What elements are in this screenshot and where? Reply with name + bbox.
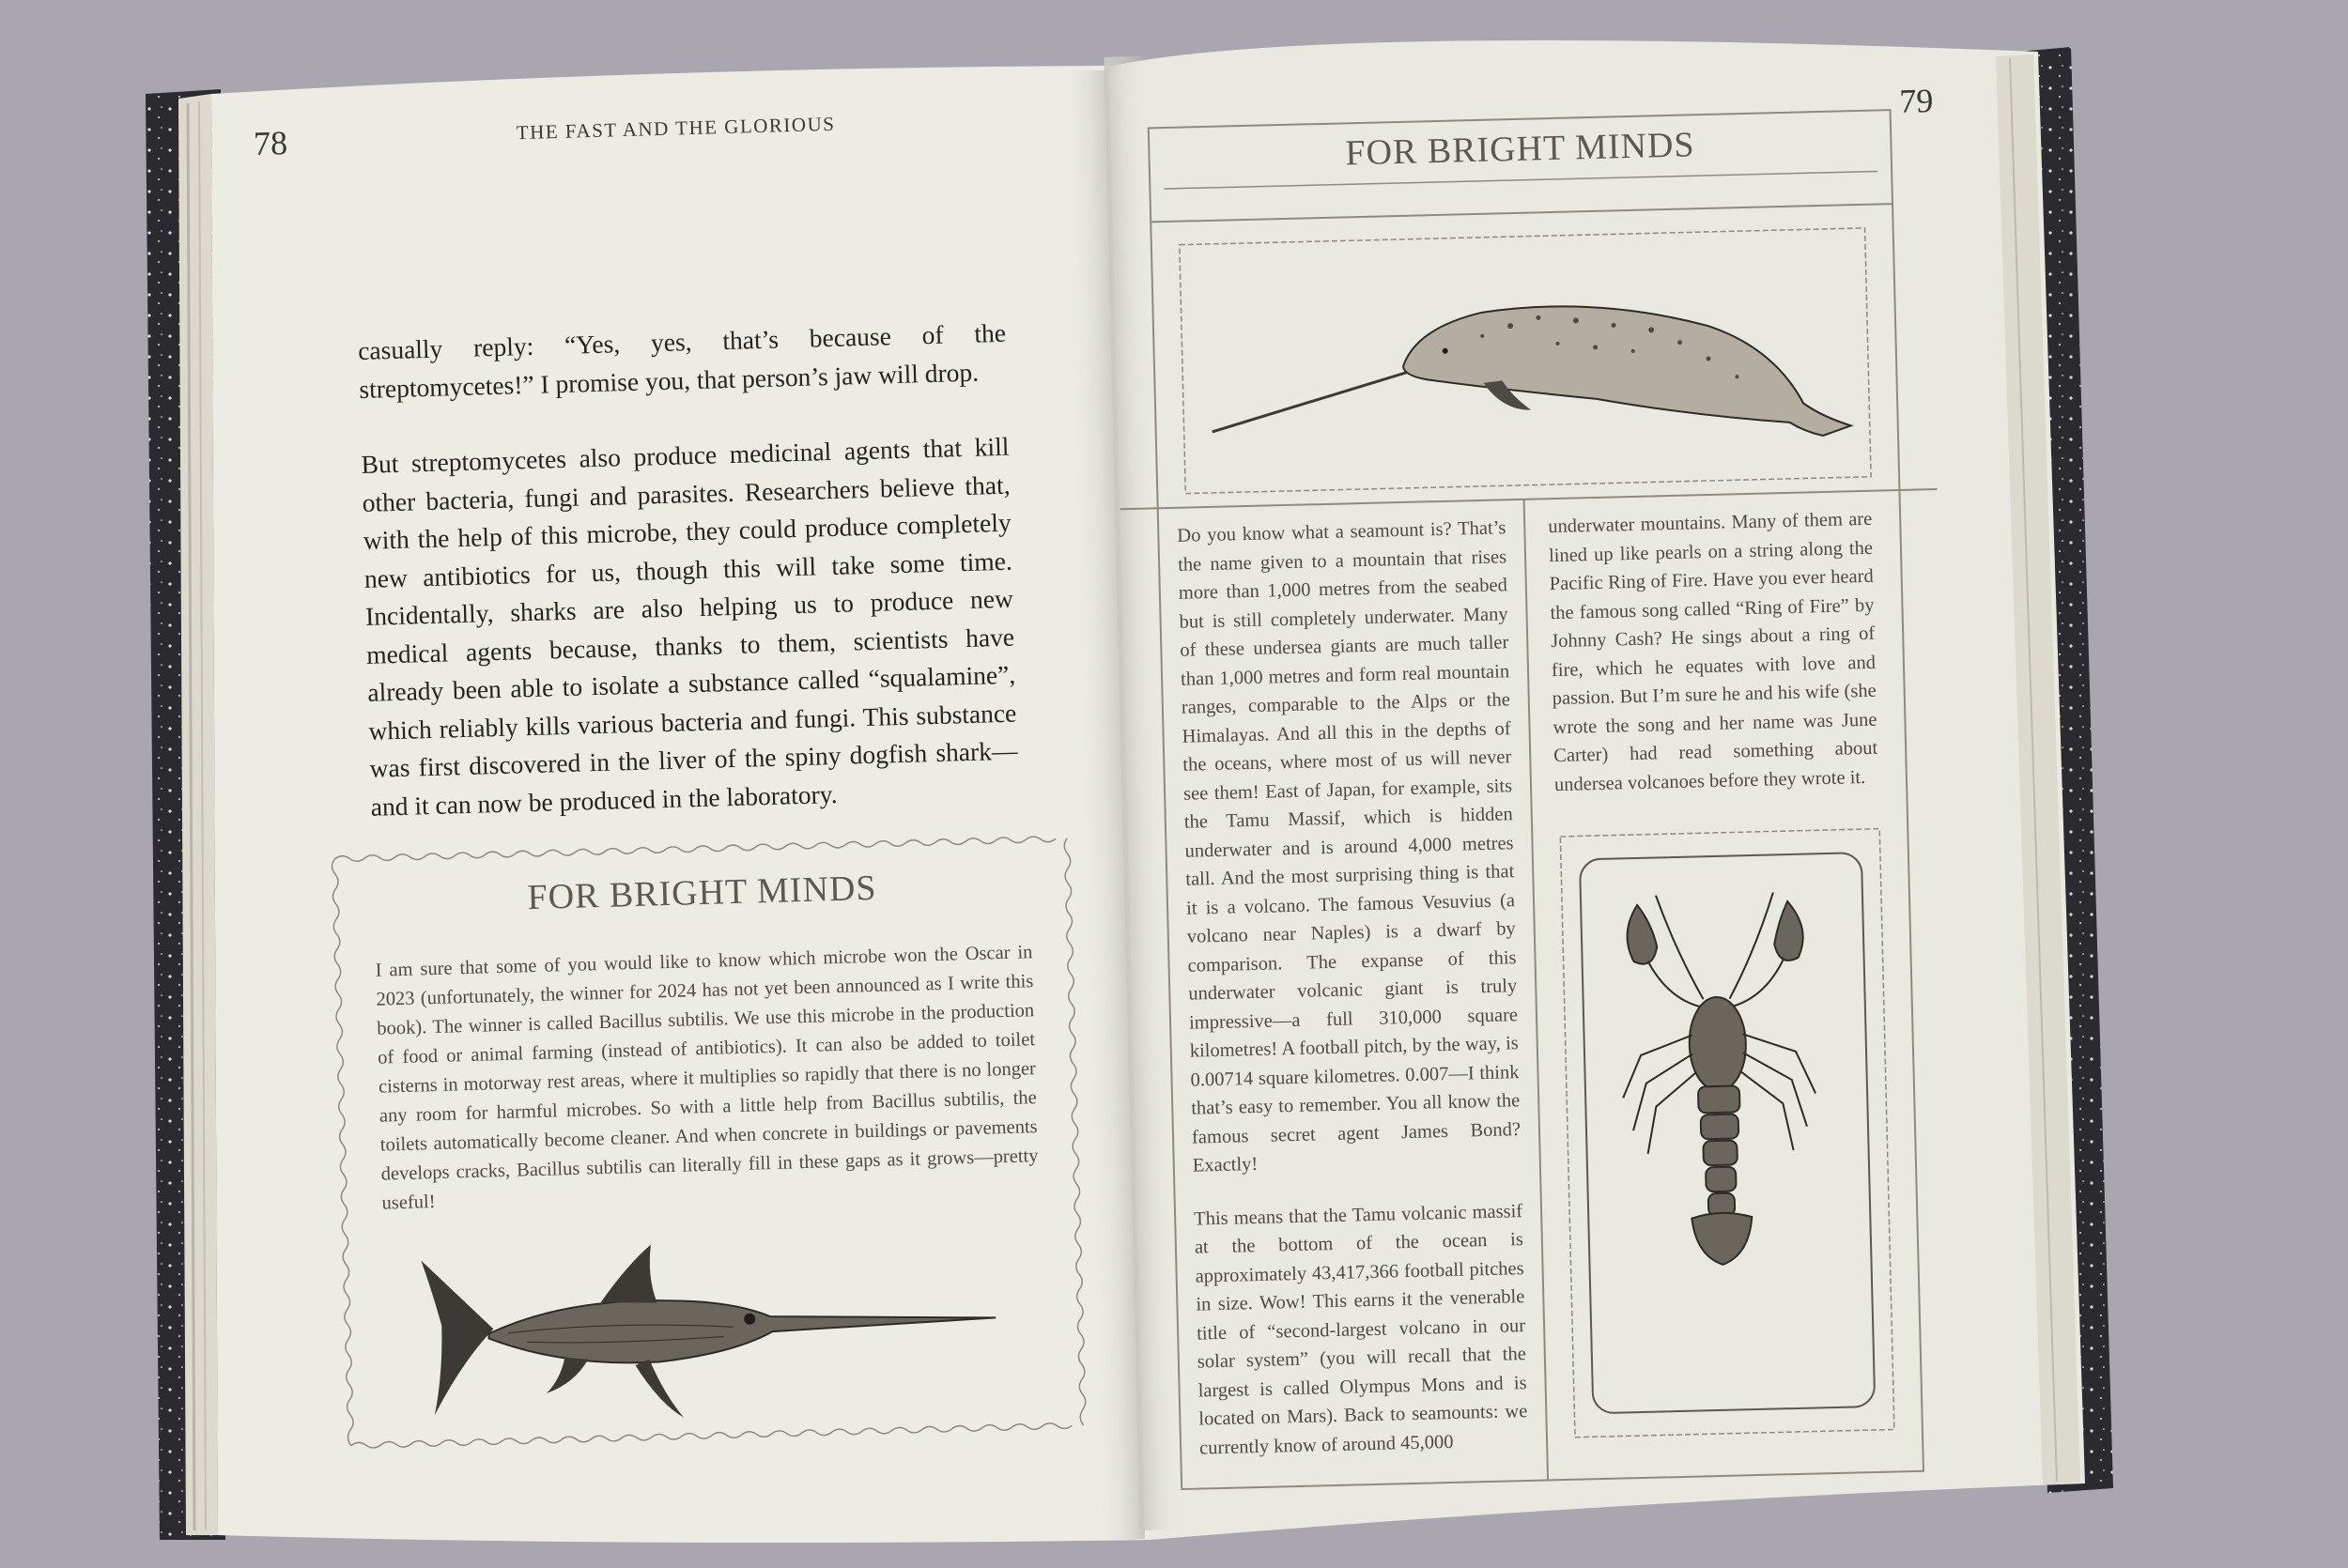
column-paragraph: underwater mountains. Many of them are lined up like pearls on a string along the Pacific Ring of Fire. Have you ever heard the famous song called “Ring of Fire” by Johnny Cash? He sings about a ring of fire, which he equates with love and passion. But I’m sure he and his wife (she wrote the song and her name was June Carter) had read something about undersea volcanoes before they wrote it. xyxy=(1548,508,1878,795)
box-title: FOR BRIGHT MINDS xyxy=(1344,125,1695,174)
page-number: 78 xyxy=(253,124,288,163)
swordfish-illustration xyxy=(421,1235,1008,1429)
column-paragraph: This means that the Tamu volcanic massif at the bottom of the ocean is approximately 43,417,366 football pitches in size. Wow! This earns it the venerable title of “second-largest volcano in our solar system” (you will recall that the largest is called Olympus Mons and is located on Mars). Back to seamounts: we currently know of around 45,000 xyxy=(1193,1200,1528,1459)
column-1 xyxy=(1177,514,1528,1462)
left-page xyxy=(182,71,1152,1547)
box-text: I am sure that some of you would like to know which microbe won the Oscar in 2023 (unfortunately, the winner for 2024 has not yet been announced as I write this book). The winner is called Bacillus subtilis. We use this microbe in the production of food or animal farming (instead of antibiotics). It can also be added to toilet cisterns in motorway rest areas, where it multiplies so rapidly that there is no longer any room for harmful microbes. So with a little help from Bacillus subtilis, the toilets automatically become cleaner. And when concrete in buildings or pavements develops cracks, Bacillus subtilis can literally fill in these gaps as it grows—pretty useful! xyxy=(375,942,1039,1214)
bright-minds-box xyxy=(325,829,1093,1455)
narwhal-illustration xyxy=(1198,252,1861,474)
column-2 xyxy=(1548,505,1878,799)
running-head: THE FAST AND THE GLORIOUS xyxy=(516,112,836,145)
page-number: 79 xyxy=(1898,82,1934,120)
body-text xyxy=(358,315,1019,826)
column-paragraph: Do you know what a seamount is? That’s the name given to a mountain that rises more than 1,000 metres from the seabed but is still completely underwater. Many of these undersea giants are much taller than 1,000 metres and form real mountain ranges, comparable to the Alps or the Himalayas. And all this in the depths of the oceans, where most of us will never see them! East of Japan, for example, sits the Tamu Massif, which is hidden underwater and is around 4,000 metres tall. And the most surprising thing is that it is a volcano. The famous Vesuvius (a volcano near Naples) is a dwarf by comparison. The expanse of this underwater volcanic giant is truly impressive—a full 310,000 square kilometres! A football pitch, by the way, is 0.00714 square kilometres. 0.007—I think that’s easy to remember. You all know the famous secret agent James Bond? Exactly! xyxy=(1177,517,1522,1176)
lobster-illustration xyxy=(1599,891,1854,1310)
box-title: FOR BRIGHT MINDS xyxy=(526,868,878,918)
right-page xyxy=(1109,40,2084,1528)
body-paragraph: casually reply: “Yes, yes, that’s because of the streptomycetes!” I promise you, that person’s jaw will drop. xyxy=(357,317,1007,404)
body-paragraph: But streptomycetes also produce medicinal agents that kill other bacteria, fungi and parasites. Researchers believe that, with the help of this microbe, they could produce completely new antibiotics for us, though this will take some time. Incidentally, sharks are also helping us to produce new medical agents because, thanks to them, scientists have already been able to isolate a substance called “squalamine”, which reliably kills various bacteria and fungi. This substance was first discovered in the liver of the spiny dogfish shark—and it can now be produced in the laboratory. xyxy=(361,431,1018,822)
